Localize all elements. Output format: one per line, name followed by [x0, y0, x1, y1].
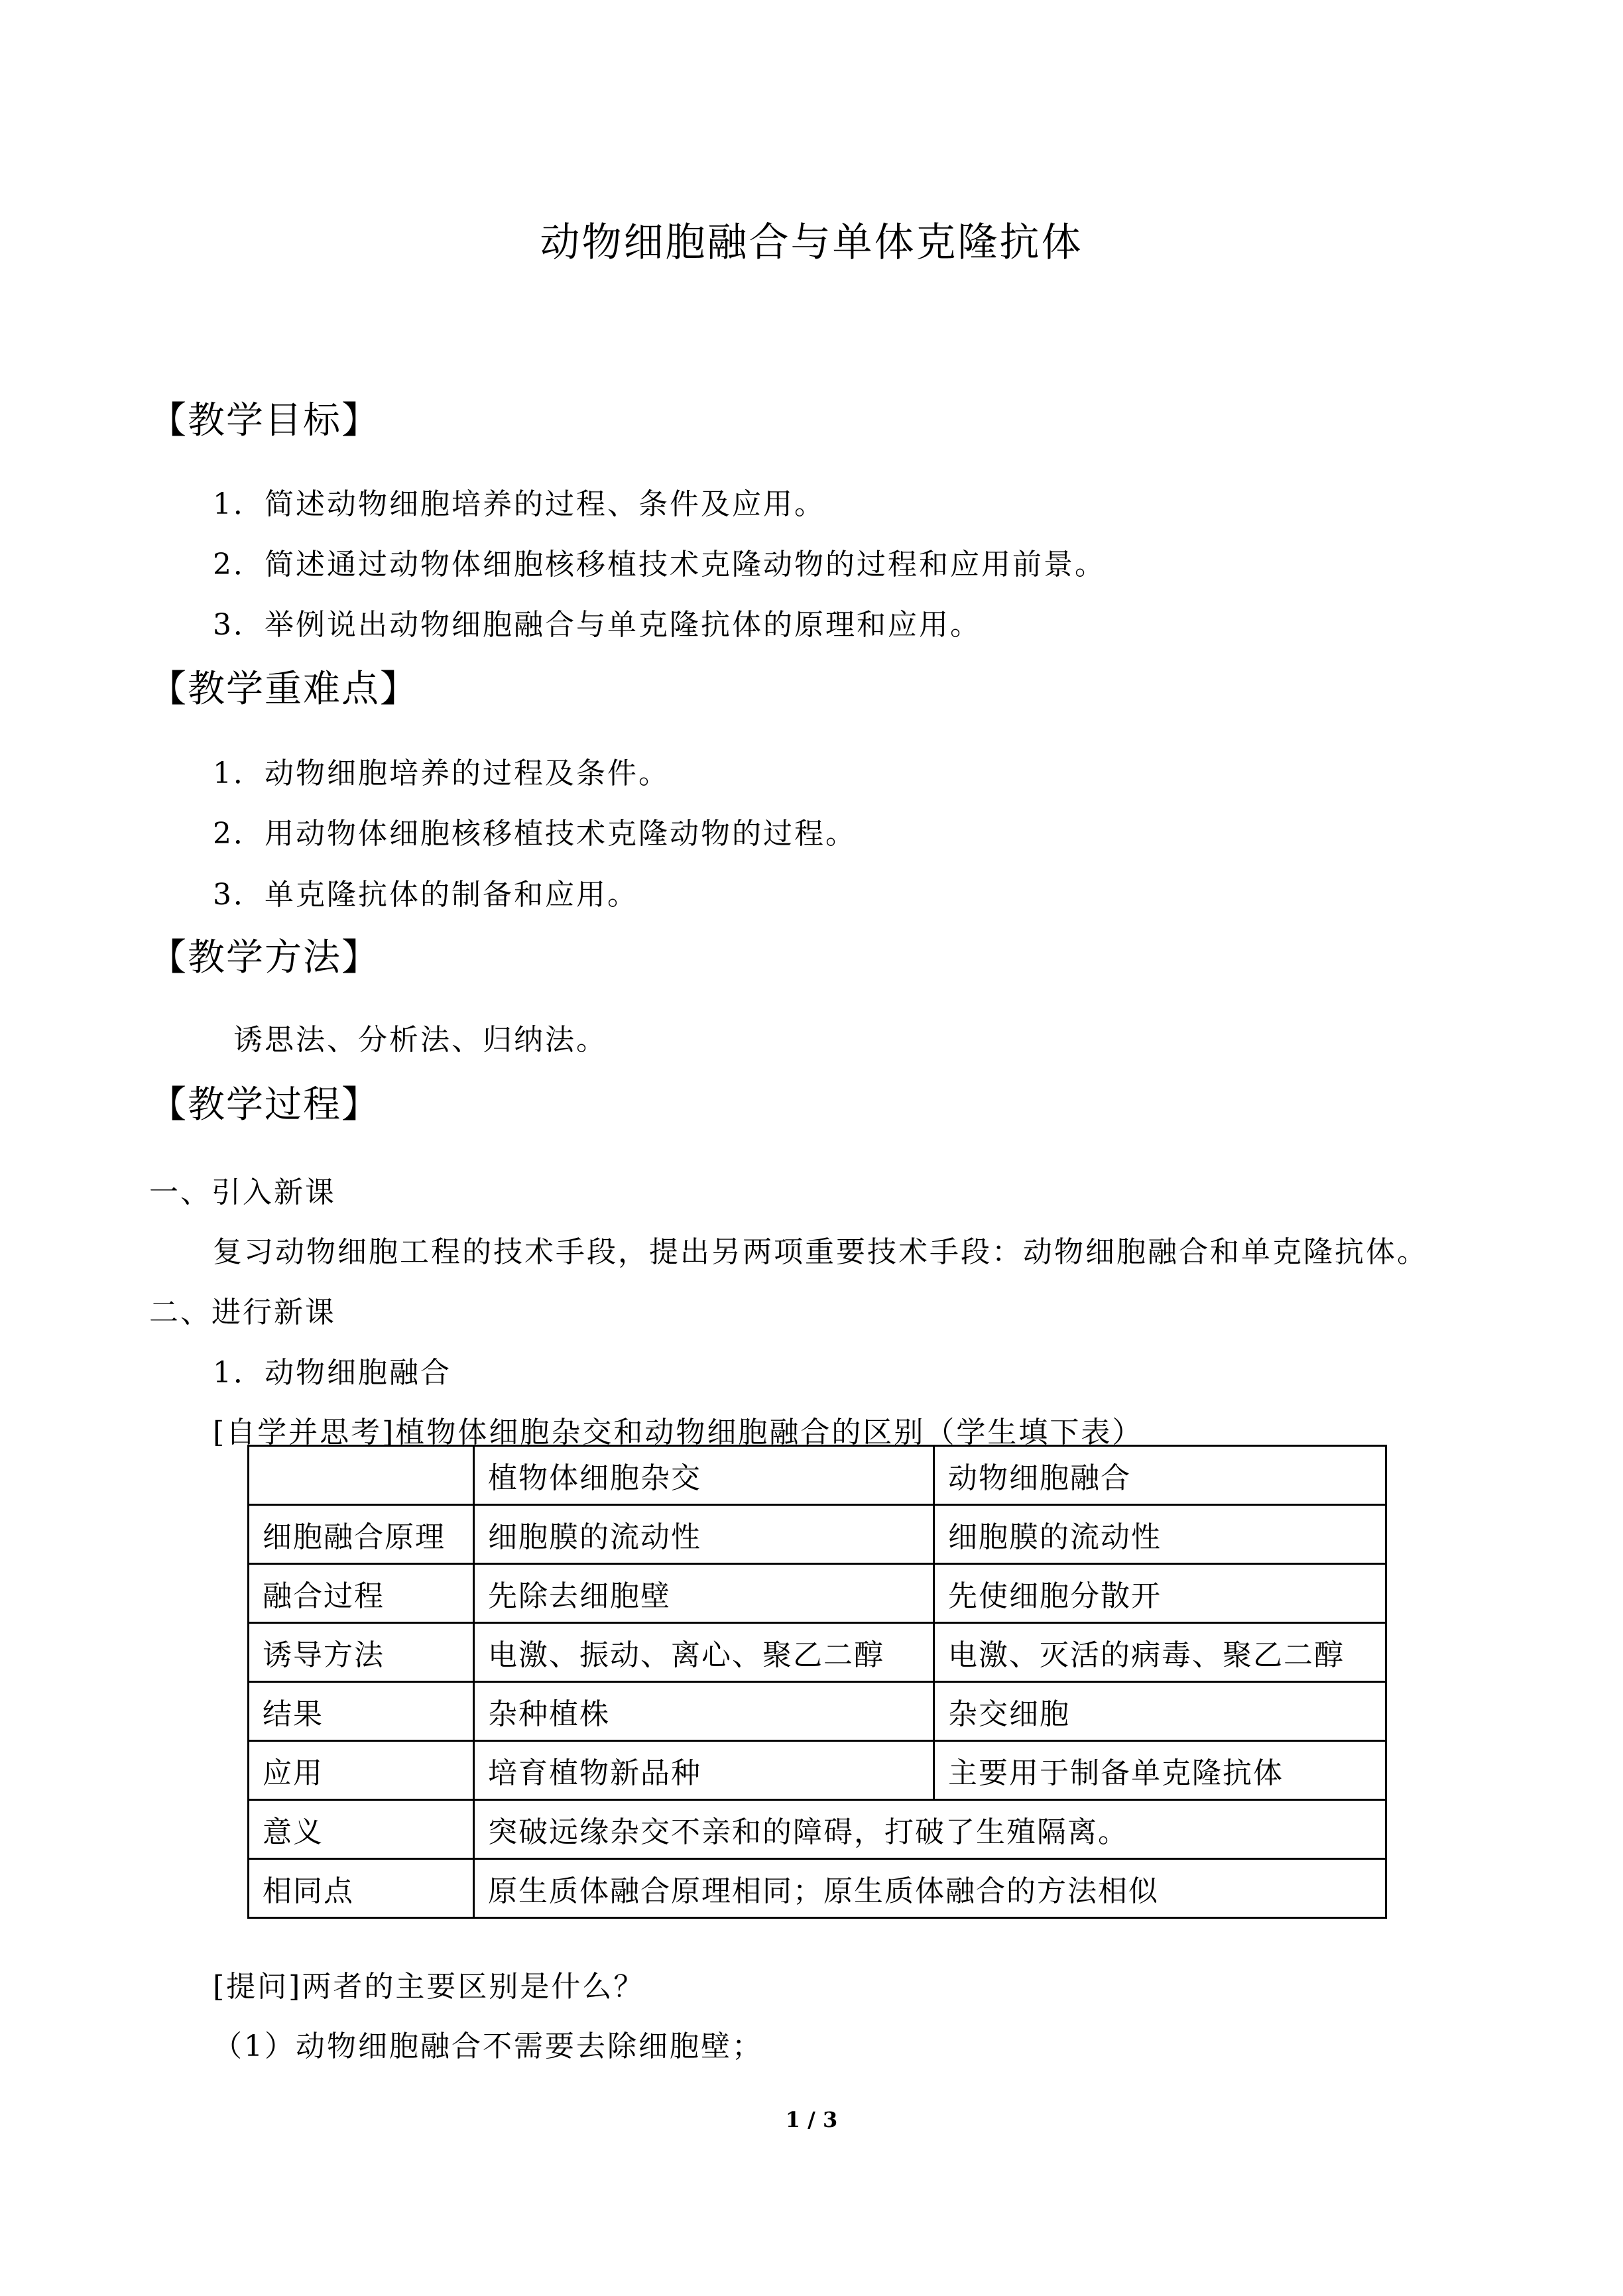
table-header-cell: 植物体细胞杂交 — [474, 1446, 934, 1505]
key-point-item: 3．单克隆抗体的制备和应用。 — [213, 878, 638, 912]
part2-title: 二、进行新课 — [149, 1296, 336, 1329]
table-cell: 主要用于制备单克隆抗体 — [934, 1741, 1386, 1800]
table-row — [249, 1859, 1386, 1918]
objective-item: 1．简述动物细胞培养的过程、条件及应用。 — [213, 487, 825, 521]
table-cell: 电激、灭活的病毒、聚乙二醇 — [934, 1623, 1386, 1682]
table-cell: 先使细胞分散开 — [934, 1564, 1386, 1623]
objectives-heading: 【教学目标】 — [149, 399, 380, 442]
part1-title: 一、引入新课 — [149, 1176, 336, 1209]
answer-text: （1）动物细胞融合不需要去除细胞壁； — [213, 2029, 763, 2063]
table-header-cell — [249, 1446, 474, 1505]
objective-item: 3．举例说出动物细胞融合与单克隆抗体的原理和应用。 — [213, 608, 981, 642]
sub1-title: 1．动物细胞融合 — [213, 1356, 451, 1390]
table-cell: 细胞膜的流动性 — [474, 1505, 934, 1564]
table-cell: 相同点 — [249, 1859, 474, 1918]
table-caption: [自学并思考]植物体细胞杂交和动物细胞融合的区别（学生填下表） — [213, 1416, 1144, 1449]
page-number: 1 / 3 — [785, 2107, 838, 2132]
table-row — [249, 1505, 1386, 1564]
table-cell: 杂交细胞 — [934, 1682, 1386, 1741]
table-merged-cell: 突破远缘杂交不亲和的障碍，打破了生殖隔离。 — [474, 1800, 1386, 1859]
question-text: [提问]两者的主要区别是什么？ — [213, 1970, 645, 2004]
table-header-row — [249, 1446, 1386, 1505]
methods-text: 诱思法、分析法、归纳法。 — [233, 1023, 607, 1057]
methods-heading: 【教学方法】 — [149, 936, 380, 979]
table-row — [249, 1800, 1386, 1859]
table-cell: 诱导方法 — [249, 1623, 474, 1682]
table-cell: 电激、振动、离心、聚乙二醇 — [474, 1623, 934, 1682]
comparison-table — [247, 1445, 1387, 1919]
key-points-heading: 【教学重难点】 — [149, 668, 418, 711]
table-row — [249, 1741, 1386, 1800]
table-cell: 培育植物新品种 — [474, 1741, 934, 1800]
document-title: 动物细胞融合与单体克隆抗体 — [540, 219, 1083, 266]
objective-item: 2．简述通过动物体细胞核移植技术克隆动物的过程和应用前景。 — [213, 548, 1106, 581]
table-header-cell: 动物细胞融合 — [934, 1446, 1386, 1505]
table-row — [249, 1623, 1386, 1682]
key-point-item: 2．用动物体细胞核移植技术克隆动物的过程。 — [213, 817, 857, 851]
table-cell: 应用 — [249, 1741, 474, 1800]
table-cell: 杂种植株 — [474, 1682, 934, 1741]
part1-text: 复习动物细胞工程的技术手段，提出另两项重要技术手段：动物细胞融合和单克隆抗体。 — [213, 1235, 1428, 1269]
table-cell: 结果 — [249, 1682, 474, 1741]
process-heading: 【教学过程】 — [149, 1083, 380, 1126]
table-row — [249, 1564, 1386, 1623]
table-row — [249, 1682, 1386, 1741]
table-cell: 意义 — [249, 1800, 474, 1859]
table-cell: 先除去细胞壁 — [474, 1564, 934, 1623]
table-merged-cell: 原生质体融合原理相同；原生质体融合的方法相似 — [474, 1859, 1386, 1918]
table-cell: 细胞融合原理 — [249, 1505, 474, 1564]
table-cell: 融合过程 — [249, 1564, 474, 1623]
table-cell: 细胞膜的流动性 — [934, 1505, 1386, 1564]
key-point-item: 1．动物细胞培养的过程及条件。 — [213, 756, 670, 790]
